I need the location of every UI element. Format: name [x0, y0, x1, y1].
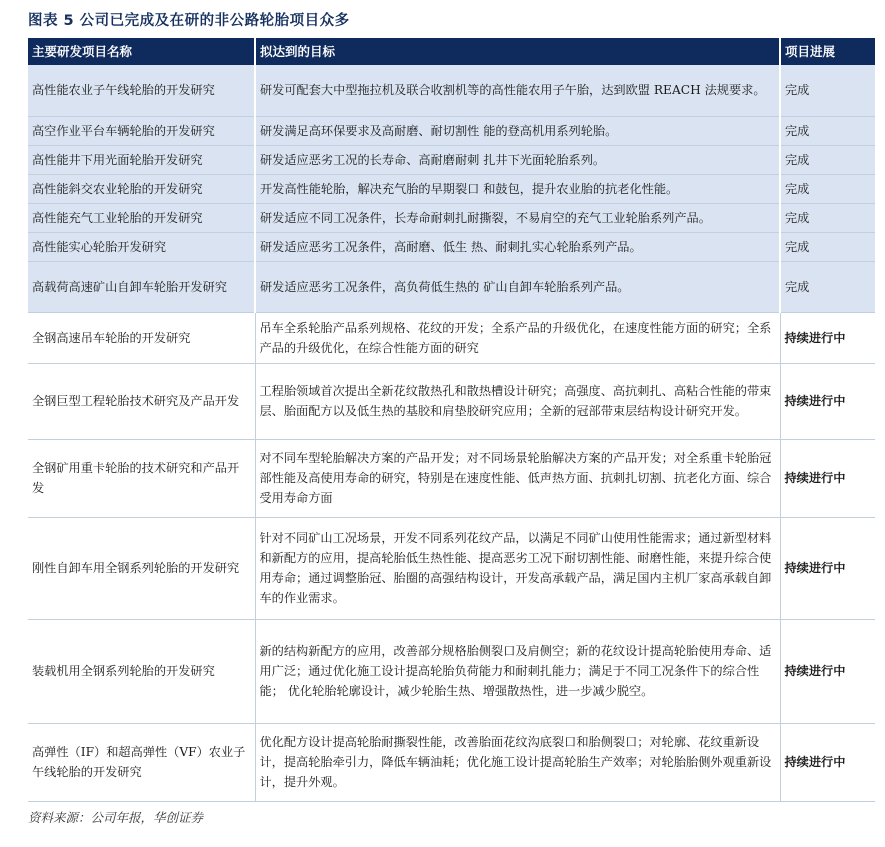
- project-name-cell: 全钢巨型工程轮胎技术研究及产品开发: [28, 363, 255, 439]
- project-progress-cell: 持续进行中: [780, 439, 875, 517]
- table-row: [28, 363, 875, 439]
- project-progress-cell: 持续进行中: [780, 723, 875, 801]
- project-name-cell: 高空作业平台车辆轮胎的开发研究: [28, 116, 255, 145]
- project-goal-cell: 吊车全系轮胎产品系列规格、花纹的开发；全系产品的升级优化，在速度性能方面的研究；全系产品的升级优化，在综合性能方面的研究: [255, 312, 780, 363]
- project-name-cell: 全钢高速吊车轮胎的开发研究: [28, 312, 255, 363]
- table-row: [28, 232, 875, 261]
- project-goal-cell: 工程胎领域首次提出全新花纹散热孔和散热槽设计研究；高强度、高抗刺扎、高粘合性能的带束层、胎面配方以及低生热的基胶和肩垫胶研究应用；全新的冠部带束层结构设计研究开发。: [255, 363, 780, 439]
- project-progress-cell: 完成: [780, 232, 875, 261]
- project-goal-cell: 针对不同矿山工况场景，开发不同系列花纹产品，以满足不同矿山使用性能需求；通过新型材料和新配方的应用，提高轮胎低生热性能、提高恶劣工况下耐切割性能、耐磨性能，来提升综合使用寿命；通过调整胎冠、胎圈的高强结构设计，开发高承载产品，满足国内主机厂家高承载自卸车的作业需求。: [255, 517, 780, 619]
- project-progress-cell: 持续进行中: [780, 619, 875, 723]
- project-goal-cell: 研发满足高环保要求及高耐磨、耐切割性 能的登高机用系列轮胎。: [255, 116, 780, 145]
- table-row: [28, 174, 875, 203]
- project-name-cell: 刚性自卸车用全钢系列轮胎的开发研究: [28, 517, 255, 619]
- project-progress-cell: 持续进行中: [780, 312, 875, 363]
- project-goal-cell: 开发高性能轮胎，解决充气胎的早期裂口 和鼓包，提升农业胎的抗老化性能。: [255, 174, 780, 203]
- project-progress-cell: 完成: [780, 116, 875, 145]
- table-row: [28, 145, 875, 174]
- table-row: [28, 517, 875, 619]
- table-row: [28, 261, 875, 312]
- project-goal-cell: 研发可配套大中型拖拉机及联合收割机等的高性能农用子午胎，达到欧盟 REACH 法规要求。: [255, 65, 780, 116]
- project-name-cell: 全钢矿用重卡轮胎的技术研究和产品开发: [28, 439, 255, 517]
- project-progress-cell: 完成: [780, 145, 875, 174]
- project-progress-cell: 完成: [780, 261, 875, 312]
- project-goal-cell: 研发适应恶劣工况条件，高负荷低生热的 矿山自卸车轮胎系列产品。: [255, 261, 780, 312]
- project-goal-cell: 新的结构新配方的应用，改善部分规格胎侧裂口及肩侧空；新的花纹设计提高轮胎使用寿命、适用广泛；通过优化施工设计提高轮胎负荷能力和耐刺扎能力；满足于不同工况条件下的综合性能； 优化轮胎轮廓设计，减少轮胎生热、增强散热性，进一步减少脱空。: [255, 619, 780, 723]
- project-goal-cell: 优化配方设计提高轮胎耐撕裂性能，改善胎面花纹沟底裂口和胎侧裂口；对轮廓、花纹重新设计，提高轮胎牵引力，降低车辆油耗；优化施工设计提高轮胎生产效率；对轮胎胎侧外观重新设计，提升外观。: [255, 723, 780, 801]
- table-header-row: [28, 38, 875, 65]
- project-goal-cell: 研发适应不同工况条件，长寿命耐刺扎耐撕裂，不易肩空的充气工业轮胎系列产品。: [255, 203, 780, 232]
- project-progress-cell: 完成: [780, 203, 875, 232]
- table-row: [28, 65, 875, 116]
- table-row: [28, 203, 875, 232]
- project-name-cell: 高弹性（IF）和超高弹性（VF）农业子午线轮胎的开发研究: [28, 723, 255, 801]
- header-project-name: 主要研发项目名称: [28, 38, 255, 65]
- source-note: 资料来源：公司年报，华创证券: [28, 810, 204, 825]
- table-row: [28, 619, 875, 723]
- project-goal-cell: 研发适应恶劣工况条件，高耐磨、低生 热、耐刺扎实心轮胎系列产品。: [255, 232, 780, 261]
- project-name-cell: 高性能充气工业轮胎的开发研究: [28, 203, 255, 232]
- project-progress-cell: 持续进行中: [780, 517, 875, 619]
- header-progress: 项目进展: [780, 38, 875, 65]
- projects-table: [28, 38, 875, 802]
- table-row: [28, 723, 875, 801]
- figure-title: 图表 5 公司已完成及在研的非公路轮胎项目众多: [28, 13, 350, 29]
- project-progress-cell: 完成: [780, 174, 875, 203]
- table-row: [28, 116, 875, 145]
- project-goal-cell: 研发适应恶劣工况的长寿命、高耐磨耐刺 扎井下光面轮胎系列。: [255, 145, 780, 174]
- project-name-cell: 高性能实心轮胎开发研究: [28, 232, 255, 261]
- project-progress-cell: 完成: [780, 65, 875, 116]
- project-progress-cell: 持续进行中: [780, 363, 875, 439]
- project-name-cell: 高性能斜交农业轮胎的开发研究: [28, 174, 255, 203]
- table-row: [28, 312, 875, 363]
- project-goal-cell: 对不同车型轮胎解决方案的产品开发；对不同场景轮胎解决方案的产品开发；对全系重卡轮胎冠部性能及高使用寿命的研究，特别是在速度性能、低声热方面、抗刺扎切割、抗老化方面、综合受用寿命方面: [255, 439, 780, 517]
- project-name-cell: 高载荷高速矿山自卸车轮胎开发研究: [28, 261, 255, 312]
- project-name-cell: 高性能农业子午线轮胎的开发研究: [28, 65, 255, 116]
- project-name-cell: 装载机用全钢系列轮胎的开发研究: [28, 619, 255, 723]
- project-name-cell: 高性能井下用光面轮胎开发研究: [28, 145, 255, 174]
- header-goal: 拟达到的目标: [255, 38, 780, 65]
- table-row: [28, 439, 875, 517]
